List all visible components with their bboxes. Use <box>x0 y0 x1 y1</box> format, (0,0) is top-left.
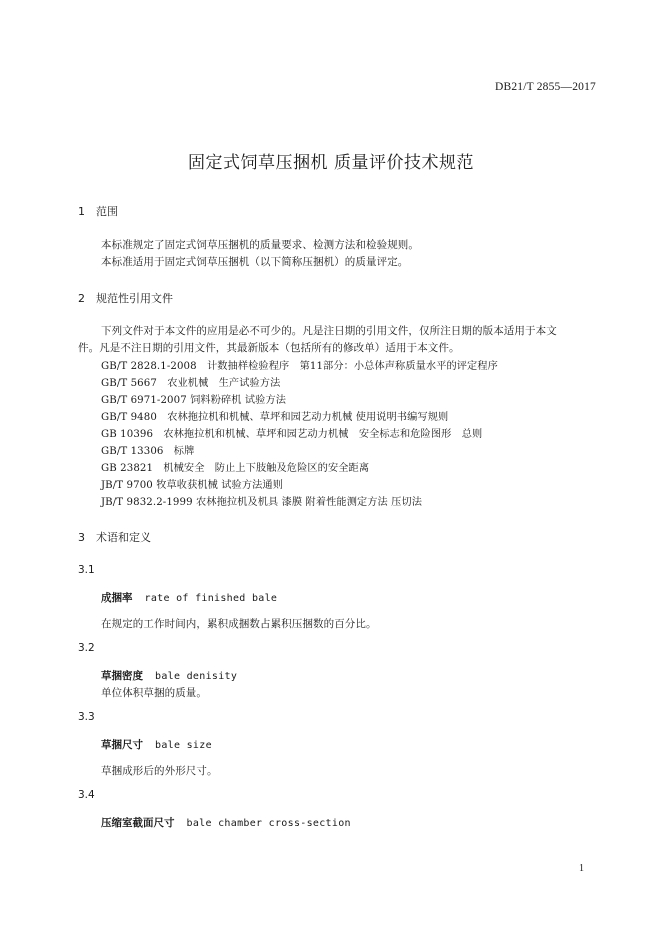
term-definition: 单位体积草捆的质量。 <box>101 687 207 699</box>
section-2-heading <box>78 290 173 306</box>
paragraph: 本标准适用于固定式饲草压捆机（以下简称压捆机）的质量评定。 <box>101 256 409 268</box>
reference-item: GB/T 9480 农林拖拉机和机械、草坪和园艺动力机械 使用说明书编写规则 <box>101 412 449 423</box>
paragraph-continuation: 件。凡是不注日期的引用文件，其最新版本（包括所有的修改单）适用于本文件。 <box>78 342 460 354</box>
reference-item: JB/T 9700 牧草收获机械 试验方法通则 <box>101 480 283 491</box>
reference-item: JB/T 9832.2-1999 农林拖拉机及机具 漆膜 附着性能测定方法 压切法 <box>101 497 423 508</box>
clause-number: 3.2 <box>78 642 95 654</box>
term-entry <box>101 737 212 752</box>
clause-number: 3.3 <box>78 711 95 723</box>
section-number: 2 <box>78 292 85 305</box>
paragraph: 下列文件对于本文件的应用是必不可少的。凡是注日期的引用文件，仅所注日期的版本适用于本文 <box>101 325 557 337</box>
clause-number: 3.1 <box>78 564 95 576</box>
section-number: 3 <box>78 531 85 544</box>
section-title: 规范性引用文件 <box>96 292 173 305</box>
section-number: 1 <box>78 205 85 218</box>
clause-number: 3.4 <box>78 789 95 801</box>
term-english: bale denisity <box>155 671 238 682</box>
reference-item: GB/T 2828.1-2008 计数抽样检验程序 第11部分：小总体声称质量水平的评定程序 <box>101 361 498 372</box>
term-chinese: 压缩室截面尺寸 <box>101 817 175 829</box>
section-1-heading <box>78 203 118 219</box>
reference-item: GB 10396 农林拖拉机和机械、草坪和园艺动力机械 安全标志和危险图形 总则 <box>101 429 483 440</box>
section-3-heading <box>78 529 151 545</box>
reference-item: GB/T 13306 标牌 <box>101 446 195 457</box>
document-title: 固定式饲草压捆机 质量评价技术规范 <box>188 153 474 173</box>
term-entry <box>101 815 351 830</box>
section-title: 范围 <box>96 205 118 218</box>
paragraph: 本标准规定了固定式饲草压捆机的质量要求、检测方法和检验规则。 <box>101 239 419 251</box>
term-english: rate of finished bale <box>144 593 278 604</box>
standard-code: DB21/T 2855—2017 <box>494 81 596 93</box>
reference-item: GB/T 5667 农业机械 生产试验方法 <box>101 378 281 389</box>
term-chinese: 草捆密度 <box>101 670 143 682</box>
term-english: bale chamber cross-section <box>186 818 351 829</box>
reference-item: GB/T 6971-2007 饲料粉碎机 试验方法 <box>101 395 287 406</box>
section-title: 术语和定义 <box>96 531 151 544</box>
term-entry <box>101 590 277 605</box>
term-english: bale size <box>155 740 212 751</box>
reference-item: GB 23821 机械安全 防止上下肢触及危险区的安全距离 <box>101 463 370 474</box>
term-definition: 在规定的工作时间内，累积成捆数占累积压捆数的百分比。 <box>101 618 377 630</box>
term-definition: 草捆成形后的外形尺寸。 <box>101 765 218 777</box>
page-number: 1 <box>579 863 584 874</box>
term-chinese: 草捆尺寸 <box>101 739 143 751</box>
term-chinese: 成捆率 <box>101 592 133 604</box>
term-entry <box>101 668 237 683</box>
